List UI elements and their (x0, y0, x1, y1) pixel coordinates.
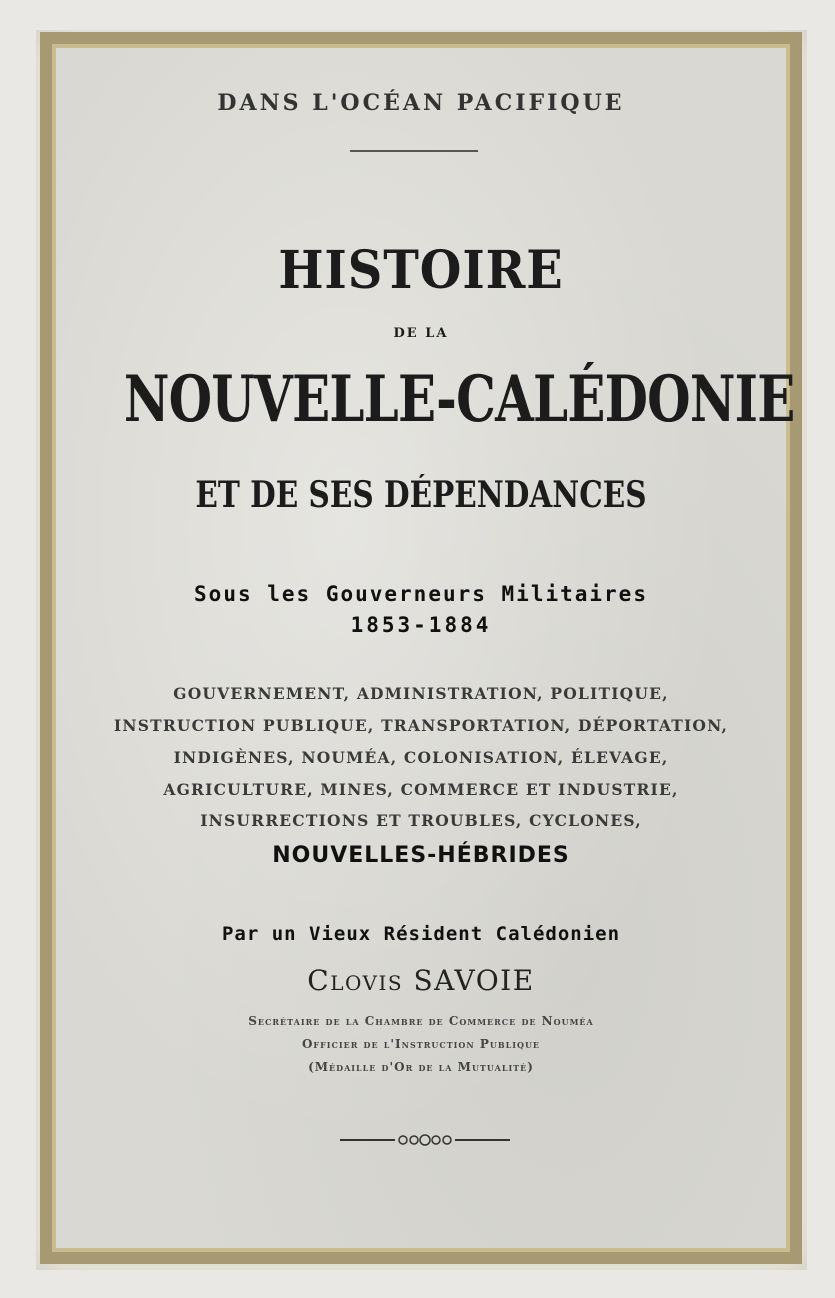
header-rule (350, 150, 478, 152)
book-subtitle: ET DE SES DÉPENDANCES (195, 474, 647, 516)
topics-line: AGRICULTURE, MINES, COMMERCE ET INDUSTRIE, (163, 780, 679, 799)
author-credential: (Médaille d'Or de la Mutualité) (308, 1060, 534, 1074)
author-credential: Officier de l'Instruction Publique (301, 1037, 541, 1051)
title-connector: DE LA (393, 326, 449, 341)
topics-line: INSTRUCTION PUBLIQUE, TRANSPORTATION, DÉPORTATION, (113, 716, 729, 735)
author-credential: Secrétaire de la Chambre de Commerce de Nouméa (248, 1014, 594, 1028)
header-line: DANS L'OCÉAN PACIFIQUE (217, 90, 625, 116)
book-title: HISTOIRE (278, 240, 564, 301)
period-line: Sous les Gouverneurs Militaires (194, 582, 648, 606)
topics-line: INDIGÈNES, NOUMÉA, COLONISATION, ÉLEVAGE, (173, 748, 669, 767)
hebrides-heading: NOUVELLES-HÉBRIDES (272, 843, 570, 868)
book-main-title: NOUVELLE-CALÉDONIE (123, 362, 795, 437)
period-dates: 1853-1884 (350, 613, 492, 637)
author-intro: Par un Vieux Résident Calédonien (221, 923, 621, 945)
author-name: Clovis SAVOIE (307, 964, 535, 997)
topics-line: GOUVERNEMENT, ADMINISTRATION, POLITIQUE, (173, 684, 669, 703)
ornament-divider-icon (340, 1130, 510, 1150)
topics-line: INSURRECTIONS ET TROUBLES, CYCLONES, (200, 811, 642, 830)
